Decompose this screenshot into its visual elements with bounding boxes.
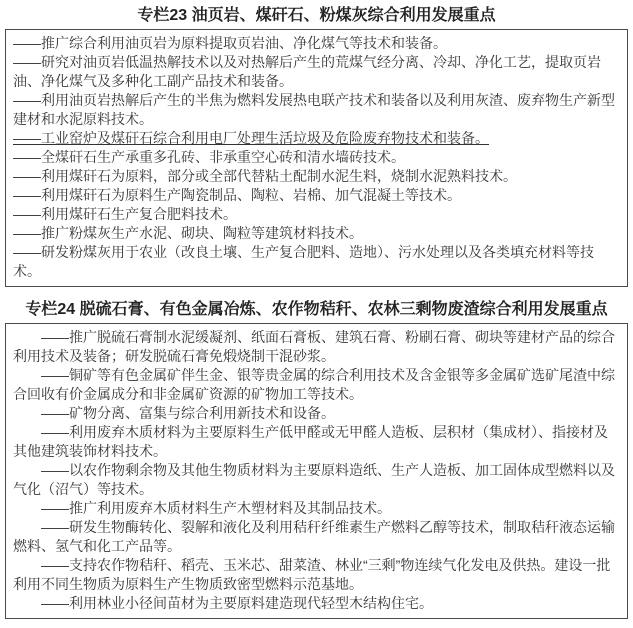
list-item: ——推广粉煤灰生产水泥、砌块、陶粒等建筑材料技术。: [13, 225, 363, 241]
box24-panel: [5, 323, 628, 619]
list-item: ——研发生物酶转化、裂解和液化及利用秸秆纤维素生产燃料乙醇等技术，制取秸秆液态运输燃料、氢气和化工产品等。: [13, 519, 615, 554]
list-item: ——以农作物剩余物及其他生物质材料为主要原料造纸、生产人造板、加工固体成型燃料以及气化（沼气）等技术。: [13, 462, 615, 497]
list-item: ——利用林业小径间苗材为主要原料建造现代轻型木结构住宅。: [41, 595, 433, 611]
box23-panel: [5, 29, 628, 287]
list-item: ——铜矿等有色金属矿伴生金、银等贵金属的综合利用技术及含金银等多金属矿选矿尾渣中综合回收有价金属成分和非金属矿资源的矿物加工等技术。: [13, 367, 615, 402]
list-item: ——推广综合利用油页岩为原料提取页岩油、净化煤气等技术和装备。: [13, 35, 447, 51]
list-item: ——矿物分离、富集与综合利用新技术和设备。: [41, 405, 335, 421]
box23-title: 专栏23 油页岩、煤矸石、粉煤灰综合利用发展重点: [137, 7, 496, 24]
list-item: ——研发粉煤灰用于农业（改良土壤、生产复合肥料、造地）、污水处理以及各类填充材料等技术。: [13, 244, 594, 279]
list-item: ——利用油页岩热解后产生的半焦为燃料发展热电联产技术和装备以及利用灰渣、废弃物生产新型建材和水泥原料技术。: [13, 92, 615, 127]
list-item: ——全煤矸石生产承重多孔砖、非承重空心砖和清水墙砖技术。: [13, 149, 405, 165]
list-item: ——推广脱硫石膏制水泥缓凝剂、纸面石膏板、建筑石膏、粉刷石膏、砌块等建材产品的综合利用技术及装备；研发脱硫石膏免煅烧制干混砂浆。: [13, 329, 615, 364]
list-item: ——利用煤矸石生产复合肥料技术。: [13, 206, 237, 222]
list-item: ——利用煤矸石为原料生产陶瓷制品、陶粒、岩棉、加气混凝土等技术。: [13, 187, 461, 203]
list-item: ——研究对油页岩低温热解技术以及对热解后产生的荒煤气经分离、冷却、净化工艺，提取页岩油、净化煤气及多种化工副产品技术和装备。: [13, 54, 601, 89]
list-item: ——支持农作物秸秆、稻壳、玉米芯、甜菜渣、林业“三剩”物连续气化发电及供热。建设一批利用不同生物质为原料生产生物质致密型燃料示范基地。: [13, 557, 611, 592]
list-item: ——工业窑炉及煤矸石综合利用电厂处理生活垃圾及危险废弃物技术和装备。: [13, 130, 489, 146]
list-item: ——推广利用废弃木质材料生产木塑材料及其制品技术。: [41, 500, 391, 516]
list-item: ——利用煤矸石为原料，部分或全部代替粘土配制水泥生料，烧制水泥熟料技术。: [13, 168, 517, 184]
list-item: ——利用废弃木质材料为主要原料生产低甲醛或无甲醛人造板、层积材（集成材）、指接材及其他建筑装饰材料技术。: [13, 424, 608, 459]
box24-title: 专栏24 脱硫石膏、有色金属冶炼、农作物秸秆、农林三剩物废渣综合利用发展重点: [25, 301, 608, 318]
